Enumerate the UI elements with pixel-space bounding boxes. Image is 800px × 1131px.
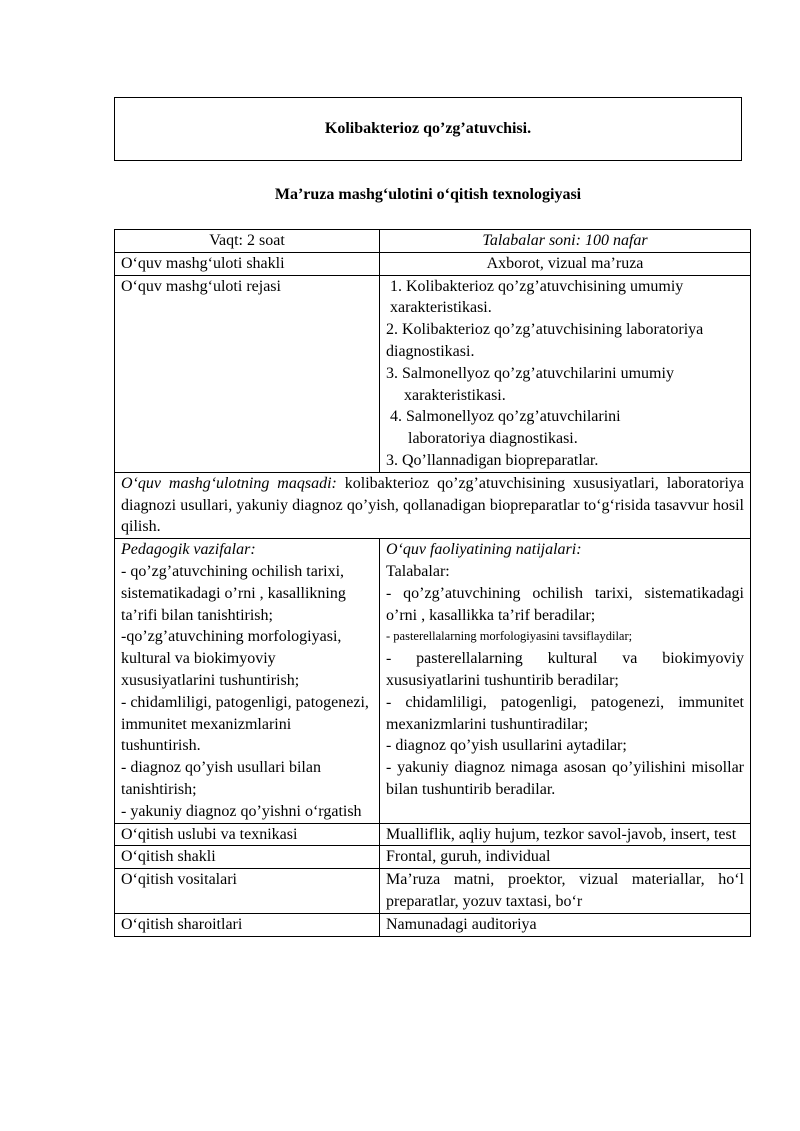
learning-result-item: - pasterellalarning kultural va biokimyoviy xususiyatlarini tushuntirib beradilar; — [386, 650, 744, 689]
learning-result-item: - qo’zg’atuvchining ochilish tarixi, sistematikadagi o’rni , kasallikka ta’rif beradilar; — [386, 584, 744, 624]
learning-result-item: - diagnoz qo’yish usullarini aytadilar; — [386, 737, 627, 755]
goal-label: O‘quv mashg‘ulotning maqsadi: — [121, 474, 337, 492]
pedagogic-tasks-cell — [115, 539, 380, 823]
tools-label-cell: O‘qitish vositalari — [115, 869, 380, 914]
learning-results-intro: Talabalar: — [386, 562, 450, 580]
learning-results-label: O‘quv faoliyatining natijalari: — [386, 541, 582, 559]
conditions-label-cell: O‘qitish sharoitlari — [115, 913, 380, 936]
form-label-cell: O‘quv mashg‘uloti shakli — [115, 252, 380, 275]
form-value-cell: Axborot, vizual ma’ruza — [380, 252, 751, 275]
goal-cell — [115, 472, 751, 538]
goal-text: kolibakterioz qo’zg’atuvchisining xususiyatlari, laboratoriya diagnozi usullari, yakuniy diagnoz qo’yish, qollanadigan biopreparatlar to‘g‘risida tasavvur hosil qilish. — [121, 474, 745, 536]
learning-result-item: - yakuniy diagnoz nimaga asosan qo’yilishini misollar bilan tushuntirib beradilar. — [386, 759, 744, 798]
time-cell: Vaqt: 2 soat — [115, 230, 380, 253]
pedagogic-task-item: - diagnoz qo’yish usullari bilan tanishtirish; — [121, 759, 321, 798]
learning-results-cell — [380, 539, 751, 823]
table-row — [115, 846, 751, 869]
table-row — [115, 230, 751, 253]
plan-item: 3. Salmonellyoz qo’zg’atuvchilarini umumiy — [386, 364, 674, 382]
plan-item: xarakteristikasi. — [404, 386, 506, 404]
method-label-cell: O‘qitish uslubi va texnikasi — [115, 823, 380, 846]
plan-item: 2. Kolibakterioz qo’zg’atuvchisining laboratoriya diagnostikasi. — [386, 321, 704, 360]
plan-items-cell — [380, 275, 751, 472]
learning-result-item: - chidamliligi, patogenligi, patogenezi, immunitet mexanizmlarini tushuntiradilar; — [386, 693, 744, 733]
plan-item: 3. Qo’llannadigan biopreparatlar. — [386, 451, 599, 469]
table-row — [115, 252, 751, 275]
document-title-box — [114, 97, 742, 161]
lesson-plan-table — [114, 229, 751, 937]
plan-item: 1. Kolibakterioz qo’zg’atuvchisining umumiy xarakteristikasi. — [390, 277, 684, 317]
plan-item: 4. Salmonellyoz qo’zg’atuvchilarini — [390, 408, 621, 426]
table-row — [115, 539, 751, 823]
table-row — [115, 913, 751, 936]
plan-label-cell: O‘quv mashg‘uloti rejasi — [115, 275, 380, 472]
conditions-value-cell: Namunadagi auditoriya — [380, 913, 751, 936]
plan-item: laboratoriya diagnostikasi. — [408, 430, 578, 448]
table-row — [115, 472, 751, 538]
table-row — [115, 869, 751, 914]
pedagogic-task-item: - chidamliligi, patogenligi, patogenezi, immunitet mexanizmlarini tushuntirish. — [121, 693, 369, 755]
method-value-cell: Mualliflik, aqliy hujum, tezkor savol-javob, insert, test — [380, 823, 751, 846]
form2-label-cell: O‘qitish shakli — [115, 846, 380, 869]
learning-result-item: - pasterellalarning morfologiyasini tavsiflaydilar; — [386, 629, 633, 644]
students-cell: Talabalar soni: 100 nafar — [380, 230, 751, 253]
table-row — [115, 823, 751, 846]
pedagogic-task-item: - yakuniy diagnoz qo’yishni o‘rgatish — [121, 802, 362, 820]
table-row — [115, 275, 751, 472]
document-title: Kolibakterioz qo’zg’atuvchisi. — [324, 120, 532, 137]
tools-value-cell: Ma’ruza matni, proektor, vizual materiallar, ho‘l preparatlar, yozuv taxtasi, bo‘r — [380, 869, 751, 914]
pedagogic-task-item: -qo’zg’atuvchining morfologiyasi, kultural va biokimyoviy xususiyatlarini tushuntirish; — [121, 628, 342, 689]
pedagogic-tasks-label: Pedagogik vazifalar: — [121, 541, 256, 559]
document-subtitle: Ma’ruza mashg‘ulotini o‘qitish texnologiyasi — [274, 186, 582, 203]
form2-value-cell: Frontal, guruh, individual — [380, 846, 751, 869]
pedagogic-task-item: - qo’zg’atuvchining ochilish tarixi, sistematikadagi o’rni , kasallikning ta’rifi bilan tanishtirish; — [121, 562, 346, 624]
